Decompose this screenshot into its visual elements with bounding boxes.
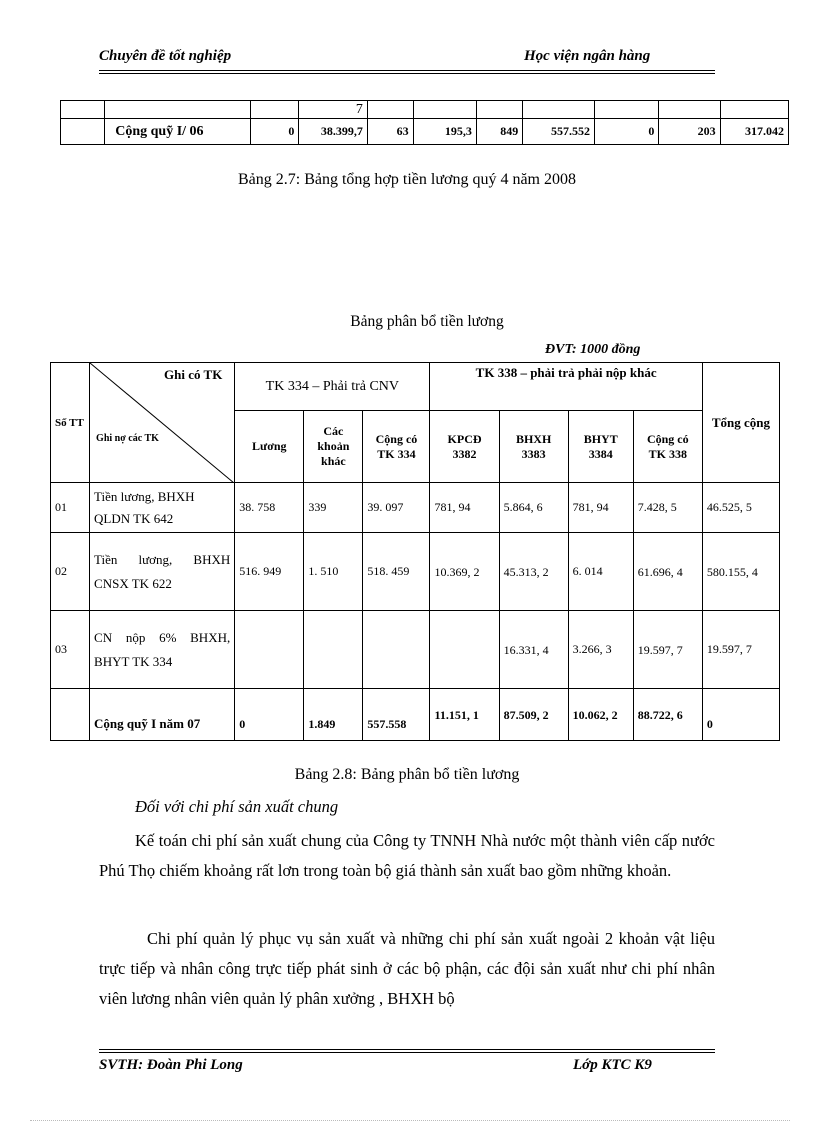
table-cell: 557.558: [363, 689, 430, 741]
table-row: [61, 101, 789, 119]
table-cell: [413, 101, 476, 119]
header-rule: [99, 70, 715, 71]
table-cell: [367, 101, 413, 119]
row-stt: 02: [51, 533, 90, 611]
paragraph-1: Kế toán chi phí sản xuất chung của Công ty TNNH Nhà nước một thành viên cấp nước Phú Thọ chiếm khoảng rất lơn trong toàn bộ giá thành sản xuất bao gồm những khoản.: [99, 831, 715, 880]
table-cell: 7: [299, 101, 368, 119]
table-cell: 16.331, 4: [499, 611, 568, 689]
table-cell: 19.597, 7: [702, 611, 779, 689]
table-cell: [720, 101, 788, 119]
table-cell: 1. 510: [304, 533, 363, 611]
row-stt: 01: [51, 483, 90, 533]
allocation-table-title: Bảng phân bổ tiền lương: [350, 313, 504, 330]
subheader-cell: Cộng có TK 338: [633, 411, 702, 483]
total-header: Tổng cộng: [702, 363, 779, 483]
row-stt: 03: [51, 611, 90, 689]
group-tk334: TK 334 – Phải trả CNV: [235, 363, 430, 411]
table-cell: 781, 94: [430, 483, 499, 533]
table-cell: 88.722, 6: [633, 689, 702, 741]
total-label: Cộng quỹ I/ 06: [105, 119, 251, 145]
table-cell: 0: [235, 689, 304, 741]
table-cell: 61.696, 4: [633, 533, 702, 611]
page-edge-line: [30, 1120, 790, 1121]
paragraph-2: Chi phí quản lý phục vụ sản xuất và những chi phí sản xuất ngoài 2 khoản vật liệu trực tiếp và nhân công trực tiếp phát sinh ở các bộ phận, các đội sản xuất như chi phí nhân viên lương nhân viên quản lý phân xưởng , BHXH bộ: [99, 929, 715, 1008]
table-row: [51, 533, 780, 611]
table-total-row: [51, 689, 780, 741]
table-cell: [235, 611, 304, 689]
header-right-title: Học viện ngân hàng: [524, 48, 651, 64]
table-cell: 6. 014: [568, 533, 633, 611]
table-cell: [363, 611, 430, 689]
table-cell: 11.151, 1: [430, 689, 499, 741]
footer-rule-2: [99, 1052, 715, 1053]
table-cell: 849: [476, 119, 522, 145]
table-cell: 195,3: [413, 119, 476, 145]
header-left-title: Chuyên đề tốt nghiệp: [99, 48, 232, 64]
table-cell: 781, 94: [568, 483, 633, 533]
table-cell: 518. 459: [363, 533, 430, 611]
unit-label: ĐVT: 1000 đồng: [545, 342, 641, 357]
table-cell: 3.266, 3: [568, 611, 633, 689]
salary-allocation-table: [50, 362, 780, 741]
table-cell: [523, 101, 595, 119]
row-label: Tiền lương, BHXH QLDN TK 642: [90, 483, 235, 533]
table-cell: 1.849: [304, 689, 363, 741]
table-cell: 339: [304, 483, 363, 533]
table-cell: 10.369, 2: [430, 533, 499, 611]
table-cell: [659, 101, 720, 119]
header-rule-2: [99, 73, 715, 74]
subheader-cell: BHYT 3384: [568, 411, 633, 483]
table-cell: [61, 101, 105, 119]
table-cell: [250, 101, 298, 119]
subheader-cell: Cộng có TK 334: [363, 411, 430, 483]
diag-bottom-label: Ghi nợ các TK: [96, 433, 159, 444]
table-row: [51, 611, 780, 689]
table-cell: [304, 611, 363, 689]
table-cell: 39. 097: [363, 483, 430, 533]
table-cell: 38. 758: [235, 483, 304, 533]
table-cell: [595, 101, 659, 119]
footer-left: SVTH: Đoàn Phi Long: [99, 1057, 243, 1073]
subheader-cell: Các khoản khác: [304, 411, 363, 483]
table-cell: 0: [595, 119, 659, 145]
table-row: [51, 483, 780, 533]
total-row-label: Cộng quỹ I năm 07: [90, 689, 235, 741]
table-cell: 557.552: [523, 119, 595, 145]
subheader-cell: BHXH 3383: [499, 411, 568, 483]
table-cell: 10.062, 2: [568, 689, 633, 741]
table-cell: 38.399,7: [299, 119, 368, 145]
table-cell: 580.155, 4: [702, 533, 779, 611]
table-cell: 46.525, 5: [702, 483, 779, 533]
table-header-row: [51, 363, 780, 411]
table-cell: 516. 949: [235, 533, 304, 611]
subheader-cell: Lương: [235, 411, 304, 483]
table-cell: 7.428, 5: [633, 483, 702, 533]
subheader-cell: KPCĐ 3382: [430, 411, 499, 483]
salary-summary-table: [60, 100, 789, 145]
table-cell: [105, 101, 251, 119]
table-cell: 203: [659, 119, 720, 145]
table-cell: 317.042: [720, 119, 788, 145]
caption-table-2-7: Bảng 2.7: Bảng tổng hợp tiền lương quý 4 năm 2008: [237, 171, 576, 188]
diagonal-header-cell: [90, 363, 235, 483]
table-cell: 63: [367, 119, 413, 145]
table-cell: 87.509, 2: [499, 689, 568, 741]
table-cell: 19.597, 7: [633, 611, 702, 689]
footer-right: Lớp KTC K9: [573, 1057, 652, 1073]
table-cell: 0: [250, 119, 298, 145]
row-label: CN nộp 6% BHXH, BHYT TK 334: [90, 611, 235, 689]
section-subheading: Đối với chi phí sản xuất chung: [135, 797, 339, 816]
row-label: Tiền lương, BHXH CNSX TK 622: [90, 533, 235, 611]
stt-header: Số TT: [51, 363, 90, 483]
table-cell: 5.864, 6: [499, 483, 568, 533]
table-cell: [476, 101, 522, 119]
table-cell: [61, 119, 105, 145]
table-row: [61, 119, 789, 145]
diag-top-label: Ghi có TK: [164, 367, 223, 382]
footer-rule: [99, 1049, 715, 1050]
caption-table-2-8: Bảng 2.8: Bảng phân bổ tiền lương: [294, 766, 520, 783]
table-cell: [51, 689, 90, 741]
table-cell: 0: [702, 689, 779, 741]
group-tk338: TK 338 – phải trả phải nộp khác: [430, 363, 702, 411]
table-cell: 45.313, 2: [499, 533, 568, 611]
table-cell: [430, 611, 499, 689]
